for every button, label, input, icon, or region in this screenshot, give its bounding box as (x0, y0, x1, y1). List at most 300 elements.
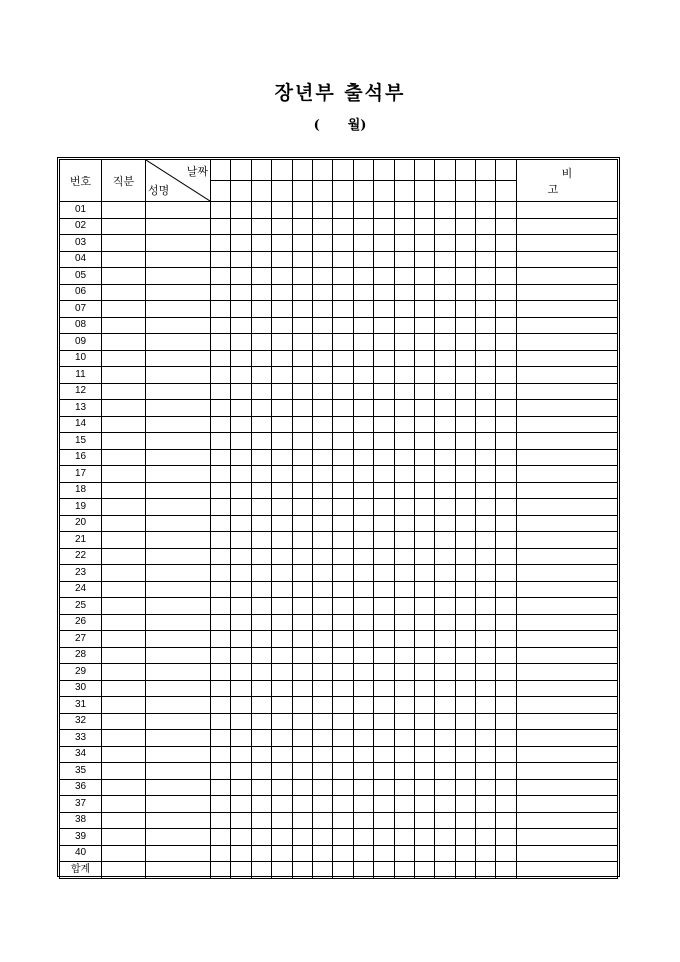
attendance-cell[interactable] (414, 680, 434, 697)
attendance-cell[interactable] (211, 301, 231, 318)
attendance-cell[interactable] (231, 862, 251, 879)
attendance-cell[interactable] (312, 301, 332, 318)
attendance-cell[interactable] (211, 713, 231, 730)
attendance-cell[interactable] (292, 383, 312, 400)
attendance-cell[interactable] (292, 433, 312, 450)
attendance-cell[interactable] (211, 548, 231, 565)
attendance-cell[interactable] (333, 466, 353, 483)
attendance-cell[interactable] (414, 598, 434, 615)
attendance-cell[interactable] (231, 631, 251, 648)
attendance-cell[interactable] (455, 862, 475, 879)
attendance-cell[interactable] (312, 548, 332, 565)
attendance-cell[interactable] (272, 416, 292, 433)
attendance-cell[interactable] (333, 796, 353, 813)
name-cell[interactable] (146, 433, 211, 450)
attendance-cell[interactable] (231, 548, 251, 565)
attendance-cell[interactable] (251, 499, 271, 516)
name-cell[interactable] (146, 268, 211, 285)
name-cell[interactable] (146, 400, 211, 417)
position-cell[interactable] (102, 763, 146, 780)
attendance-cell[interactable] (496, 433, 516, 450)
remarks-cell[interactable] (516, 301, 617, 318)
attendance-cell[interactable] (333, 301, 353, 318)
attendance-cell[interactable] (353, 862, 373, 879)
attendance-cell[interactable] (476, 466, 496, 483)
attendance-cell[interactable] (333, 532, 353, 549)
attendance-cell[interactable] (435, 334, 455, 351)
day-cell[interactable] (374, 181, 394, 202)
attendance-cell[interactable] (231, 235, 251, 252)
position-cell[interactable] (102, 532, 146, 549)
attendance-cell[interactable] (353, 664, 373, 681)
attendance-cell[interactable] (414, 482, 434, 499)
attendance-cell[interactable] (251, 664, 271, 681)
name-cell[interactable] (146, 862, 211, 879)
attendance-cell[interactable] (272, 680, 292, 697)
attendance-cell[interactable] (251, 449, 271, 466)
attendance-cell[interactable] (251, 796, 271, 813)
attendance-cell[interactable] (374, 779, 394, 796)
attendance-cell[interactable] (374, 350, 394, 367)
attendance-cell[interactable] (292, 235, 312, 252)
attendance-cell[interactable] (455, 235, 475, 252)
attendance-cell[interactable] (455, 746, 475, 763)
name-cell[interactable] (146, 317, 211, 334)
attendance-cell[interactable] (455, 251, 475, 268)
position-cell[interactable] (102, 614, 146, 631)
attendance-cell[interactable] (374, 647, 394, 664)
day-cell[interactable] (231, 181, 251, 202)
attendance-cell[interactable] (374, 218, 394, 235)
position-cell[interactable] (102, 812, 146, 829)
attendance-cell[interactable] (496, 548, 516, 565)
attendance-cell[interactable] (292, 532, 312, 549)
attendance-cell[interactable] (455, 548, 475, 565)
attendance-cell[interactable] (231, 581, 251, 598)
attendance-cell[interactable] (231, 515, 251, 532)
attendance-cell[interactable] (272, 532, 292, 549)
attendance-cell[interactable] (455, 713, 475, 730)
attendance-cell[interactable] (455, 268, 475, 285)
attendance-cell[interactable] (333, 647, 353, 664)
attendance-cell[interactable] (272, 796, 292, 813)
attendance-cell[interactable] (272, 251, 292, 268)
attendance-cell[interactable] (292, 284, 312, 301)
attendance-cell[interactable] (476, 631, 496, 648)
attendance-cell[interactable] (353, 763, 373, 780)
position-cell[interactable] (102, 466, 146, 483)
attendance-cell[interactable] (435, 565, 455, 582)
attendance-cell[interactable] (353, 515, 373, 532)
attendance-cell[interactable] (211, 268, 231, 285)
attendance-cell[interactable] (476, 499, 496, 516)
attendance-cell[interactable] (292, 862, 312, 879)
date-cell[interactable] (374, 160, 394, 181)
attendance-cell[interactable] (211, 400, 231, 417)
date-cell[interactable] (231, 160, 251, 181)
attendance-cell[interactable] (211, 317, 231, 334)
attendance-cell[interactable] (374, 202, 394, 219)
attendance-cell[interactable] (394, 202, 414, 219)
attendance-cell[interactable] (455, 779, 475, 796)
attendance-cell[interactable] (353, 548, 373, 565)
attendance-cell[interactable] (374, 845, 394, 862)
position-cell[interactable] (102, 416, 146, 433)
attendance-cell[interactable] (496, 284, 516, 301)
attendance-cell[interactable] (211, 449, 231, 466)
attendance-cell[interactable] (435, 829, 455, 846)
attendance-cell[interactable] (394, 713, 414, 730)
attendance-cell[interactable] (496, 812, 516, 829)
attendance-cell[interactable] (414, 713, 434, 730)
attendance-cell[interactable] (231, 647, 251, 664)
remarks-cell[interactable] (516, 812, 617, 829)
name-cell[interactable] (146, 515, 211, 532)
attendance-cell[interactable] (231, 317, 251, 334)
attendance-cell[interactable] (455, 598, 475, 615)
attendance-cell[interactable] (333, 416, 353, 433)
attendance-cell[interactable] (211, 631, 231, 648)
attendance-cell[interactable] (292, 713, 312, 730)
attendance-cell[interactable] (435, 845, 455, 862)
attendance-cell[interactable] (211, 235, 231, 252)
attendance-cell[interactable] (312, 499, 332, 516)
attendance-cell[interactable] (414, 367, 434, 384)
attendance-cell[interactable] (353, 581, 373, 598)
attendance-cell[interactable] (292, 268, 312, 285)
attendance-cell[interactable] (353, 845, 373, 862)
attendance-cell[interactable] (251, 614, 271, 631)
attendance-cell[interactable] (414, 532, 434, 549)
attendance-cell[interactable] (292, 482, 312, 499)
attendance-cell[interactable] (272, 614, 292, 631)
attendance-cell[interactable] (394, 647, 414, 664)
attendance-cell[interactable] (231, 284, 251, 301)
attendance-cell[interactable] (374, 565, 394, 582)
attendance-cell[interactable] (353, 350, 373, 367)
date-cell[interactable] (496, 160, 516, 181)
attendance-cell[interactable] (292, 796, 312, 813)
position-cell[interactable] (102, 548, 146, 565)
attendance-cell[interactable] (292, 746, 312, 763)
attendance-cell[interactable] (292, 317, 312, 334)
attendance-cell[interactable] (251, 367, 271, 384)
name-cell[interactable] (146, 532, 211, 549)
name-cell[interactable] (146, 482, 211, 499)
attendance-cell[interactable] (333, 829, 353, 846)
attendance-cell[interactable] (211, 763, 231, 780)
attendance-cell[interactable] (231, 796, 251, 813)
attendance-cell[interactable] (414, 350, 434, 367)
attendance-cell[interactable] (394, 350, 414, 367)
attendance-cell[interactable] (476, 796, 496, 813)
attendance-cell[interactable] (333, 763, 353, 780)
attendance-cell[interactable] (292, 680, 312, 697)
name-cell[interactable] (146, 301, 211, 318)
attendance-cell[interactable] (455, 532, 475, 549)
attendance-cell[interactable] (435, 235, 455, 252)
attendance-cell[interactable] (312, 829, 332, 846)
attendance-cell[interactable] (353, 730, 373, 747)
remarks-cell[interactable] (516, 367, 617, 384)
attendance-cell[interactable] (353, 532, 373, 549)
attendance-cell[interactable] (272, 235, 292, 252)
attendance-cell[interactable] (251, 697, 271, 714)
attendance-cell[interactable] (292, 581, 312, 598)
attendance-cell[interactable] (496, 713, 516, 730)
attendance-cell[interactable] (312, 482, 332, 499)
attendance-cell[interactable] (272, 713, 292, 730)
position-cell[interactable] (102, 350, 146, 367)
attendance-cell[interactable] (231, 565, 251, 582)
attendance-cell[interactable] (292, 499, 312, 516)
position-cell[interactable] (102, 515, 146, 532)
attendance-cell[interactable] (476, 614, 496, 631)
attendance-cell[interactable] (476, 680, 496, 697)
position-cell[interactable] (102, 713, 146, 730)
name-cell[interactable] (146, 581, 211, 598)
attendance-cell[interactable] (312, 680, 332, 697)
attendance-cell[interactable] (272, 746, 292, 763)
attendance-cell[interactable] (435, 779, 455, 796)
name-cell[interactable] (146, 746, 211, 763)
date-cell[interactable] (353, 160, 373, 181)
attendance-cell[interactable] (496, 697, 516, 714)
attendance-cell[interactable] (496, 862, 516, 879)
remarks-cell[interactable] (516, 614, 617, 631)
attendance-cell[interactable] (455, 482, 475, 499)
attendance-cell[interactable] (211, 499, 231, 516)
attendance-cell[interactable] (476, 746, 496, 763)
attendance-cell[interactable] (394, 400, 414, 417)
attendance-cell[interactable] (211, 862, 231, 879)
attendance-cell[interactable] (374, 664, 394, 681)
attendance-cell[interactable] (414, 218, 434, 235)
attendance-cell[interactable] (312, 400, 332, 417)
position-cell[interactable] (102, 829, 146, 846)
attendance-cell[interactable] (435, 499, 455, 516)
attendance-cell[interactable] (272, 763, 292, 780)
attendance-cell[interactable] (292, 301, 312, 318)
attendance-cell[interactable] (455, 383, 475, 400)
remarks-cell[interactable] (516, 482, 617, 499)
attendance-cell[interactable] (251, 466, 271, 483)
attendance-cell[interactable] (312, 713, 332, 730)
attendance-cell[interactable] (414, 565, 434, 582)
attendance-cell[interactable] (414, 383, 434, 400)
attendance-cell[interactable] (414, 466, 434, 483)
attendance-cell[interactable] (435, 697, 455, 714)
remarks-cell[interactable] (516, 746, 617, 763)
attendance-cell[interactable] (374, 746, 394, 763)
attendance-cell[interactable] (231, 416, 251, 433)
attendance-cell[interactable] (231, 763, 251, 780)
date-cell[interactable] (394, 160, 414, 181)
attendance-cell[interactable] (292, 466, 312, 483)
attendance-cell[interactable] (476, 730, 496, 747)
remarks-cell[interactable] (516, 713, 617, 730)
date-cell[interactable] (292, 160, 312, 181)
attendance-cell[interactable] (231, 697, 251, 714)
attendance-cell[interactable] (211, 796, 231, 813)
position-cell[interactable] (102, 730, 146, 747)
attendance-cell[interactable] (312, 235, 332, 252)
attendance-cell[interactable] (394, 317, 414, 334)
attendance-cell[interactable] (333, 631, 353, 648)
attendance-cell[interactable] (435, 218, 455, 235)
date-cell[interactable] (251, 160, 271, 181)
attendance-cell[interactable] (394, 763, 414, 780)
name-cell[interactable] (146, 664, 211, 681)
attendance-cell[interactable] (496, 235, 516, 252)
remarks-cell[interactable] (516, 664, 617, 681)
attendance-cell[interactable] (231, 746, 251, 763)
name-cell[interactable] (146, 499, 211, 516)
day-cell[interactable] (455, 181, 475, 202)
attendance-cell[interactable] (435, 317, 455, 334)
attendance-cell[interactable] (394, 565, 414, 582)
attendance-cell[interactable] (211, 433, 231, 450)
attendance-cell[interactable] (251, 515, 271, 532)
attendance-cell[interactable] (455, 647, 475, 664)
attendance-cell[interactable] (333, 400, 353, 417)
attendance-cell[interactable] (251, 317, 271, 334)
attendance-cell[interactable] (272, 202, 292, 219)
attendance-cell[interactable] (333, 746, 353, 763)
attendance-cell[interactable] (272, 647, 292, 664)
attendance-cell[interactable] (476, 383, 496, 400)
attendance-cell[interactable] (374, 317, 394, 334)
attendance-cell[interactable] (333, 730, 353, 747)
attendance-cell[interactable] (272, 466, 292, 483)
attendance-cell[interactable] (476, 548, 496, 565)
attendance-cell[interactable] (292, 218, 312, 235)
attendance-cell[interactable] (394, 796, 414, 813)
attendance-cell[interactable] (414, 631, 434, 648)
attendance-cell[interactable] (211, 697, 231, 714)
attendance-cell[interactable] (272, 697, 292, 714)
attendance-cell[interactable] (211, 845, 231, 862)
attendance-cell[interactable] (231, 499, 251, 516)
attendance-cell[interactable] (292, 631, 312, 648)
attendance-cell[interactable] (414, 796, 434, 813)
attendance-cell[interactable] (394, 845, 414, 862)
attendance-cell[interactable] (414, 515, 434, 532)
attendance-cell[interactable] (496, 565, 516, 582)
attendance-cell[interactable] (435, 598, 455, 615)
attendance-cell[interactable] (231, 251, 251, 268)
attendance-cell[interactable] (394, 697, 414, 714)
attendance-cell[interactable] (272, 301, 292, 318)
position-cell[interactable] (102, 251, 146, 268)
attendance-cell[interactable] (455, 664, 475, 681)
attendance-cell[interactable] (435, 383, 455, 400)
attendance-cell[interactable] (353, 317, 373, 334)
attendance-cell[interactable] (333, 664, 353, 681)
name-cell[interactable] (146, 730, 211, 747)
attendance-cell[interactable] (272, 218, 292, 235)
attendance-cell[interactable] (353, 812, 373, 829)
attendance-cell[interactable] (455, 433, 475, 450)
attendance-cell[interactable] (353, 367, 373, 384)
attendance-cell[interactable] (272, 730, 292, 747)
attendance-cell[interactable] (496, 680, 516, 697)
position-cell[interactable] (102, 284, 146, 301)
attendance-cell[interactable] (312, 532, 332, 549)
attendance-cell[interactable] (211, 284, 231, 301)
attendance-cell[interactable] (211, 829, 231, 846)
attendance-cell[interactable] (353, 779, 373, 796)
attendance-cell[interactable] (414, 400, 434, 417)
name-cell[interactable] (146, 829, 211, 846)
attendance-cell[interactable] (211, 202, 231, 219)
name-cell[interactable] (146, 680, 211, 697)
position-cell[interactable] (102, 383, 146, 400)
attendance-cell[interactable] (353, 400, 373, 417)
attendance-cell[interactable] (476, 598, 496, 615)
remarks-cell[interactable] (516, 697, 617, 714)
attendance-cell[interactable] (394, 235, 414, 252)
attendance-cell[interactable] (333, 383, 353, 400)
attendance-cell[interactable] (496, 532, 516, 549)
name-cell[interactable] (146, 218, 211, 235)
attendance-cell[interactable] (414, 829, 434, 846)
attendance-cell[interactable] (231, 466, 251, 483)
remarks-cell[interactable] (516, 400, 617, 417)
attendance-cell[interactable] (435, 482, 455, 499)
remarks-cell[interactable] (516, 317, 617, 334)
attendance-cell[interactable] (455, 565, 475, 582)
attendance-cell[interactable] (414, 334, 434, 351)
attendance-cell[interactable] (292, 565, 312, 582)
attendance-cell[interactable] (333, 697, 353, 714)
attendance-cell[interactable] (272, 664, 292, 681)
attendance-cell[interactable] (231, 713, 251, 730)
remarks-cell[interactable] (516, 350, 617, 367)
attendance-cell[interactable] (251, 251, 271, 268)
attendance-cell[interactable] (476, 713, 496, 730)
position-cell[interactable] (102, 680, 146, 697)
attendance-cell[interactable] (292, 416, 312, 433)
attendance-cell[interactable] (312, 796, 332, 813)
attendance-cell[interactable] (251, 532, 271, 549)
remarks-cell[interactable] (516, 235, 617, 252)
attendance-cell[interactable] (374, 713, 394, 730)
attendance-cell[interactable] (374, 251, 394, 268)
remarks-cell[interactable] (516, 763, 617, 780)
attendance-cell[interactable] (455, 334, 475, 351)
attendance-cell[interactable] (353, 499, 373, 516)
attendance-cell[interactable] (251, 334, 271, 351)
attendance-cell[interactable] (496, 829, 516, 846)
remarks-cell[interactable] (516, 499, 617, 516)
attendance-cell[interactable] (496, 614, 516, 631)
attendance-cell[interactable] (251, 301, 271, 318)
attendance-cell[interactable] (394, 284, 414, 301)
attendance-cell[interactable] (272, 499, 292, 516)
attendance-cell[interactable] (455, 218, 475, 235)
attendance-cell[interactable] (455, 697, 475, 714)
attendance-cell[interactable] (374, 680, 394, 697)
attendance-cell[interactable] (211, 416, 231, 433)
attendance-cell[interactable] (211, 647, 231, 664)
attendance-cell[interactable] (476, 581, 496, 598)
attendance-cell[interactable] (496, 350, 516, 367)
name-cell[interactable] (146, 845, 211, 862)
attendance-cell[interactable] (312, 202, 332, 219)
attendance-cell[interactable] (353, 466, 373, 483)
attendance-cell[interactable] (211, 565, 231, 582)
